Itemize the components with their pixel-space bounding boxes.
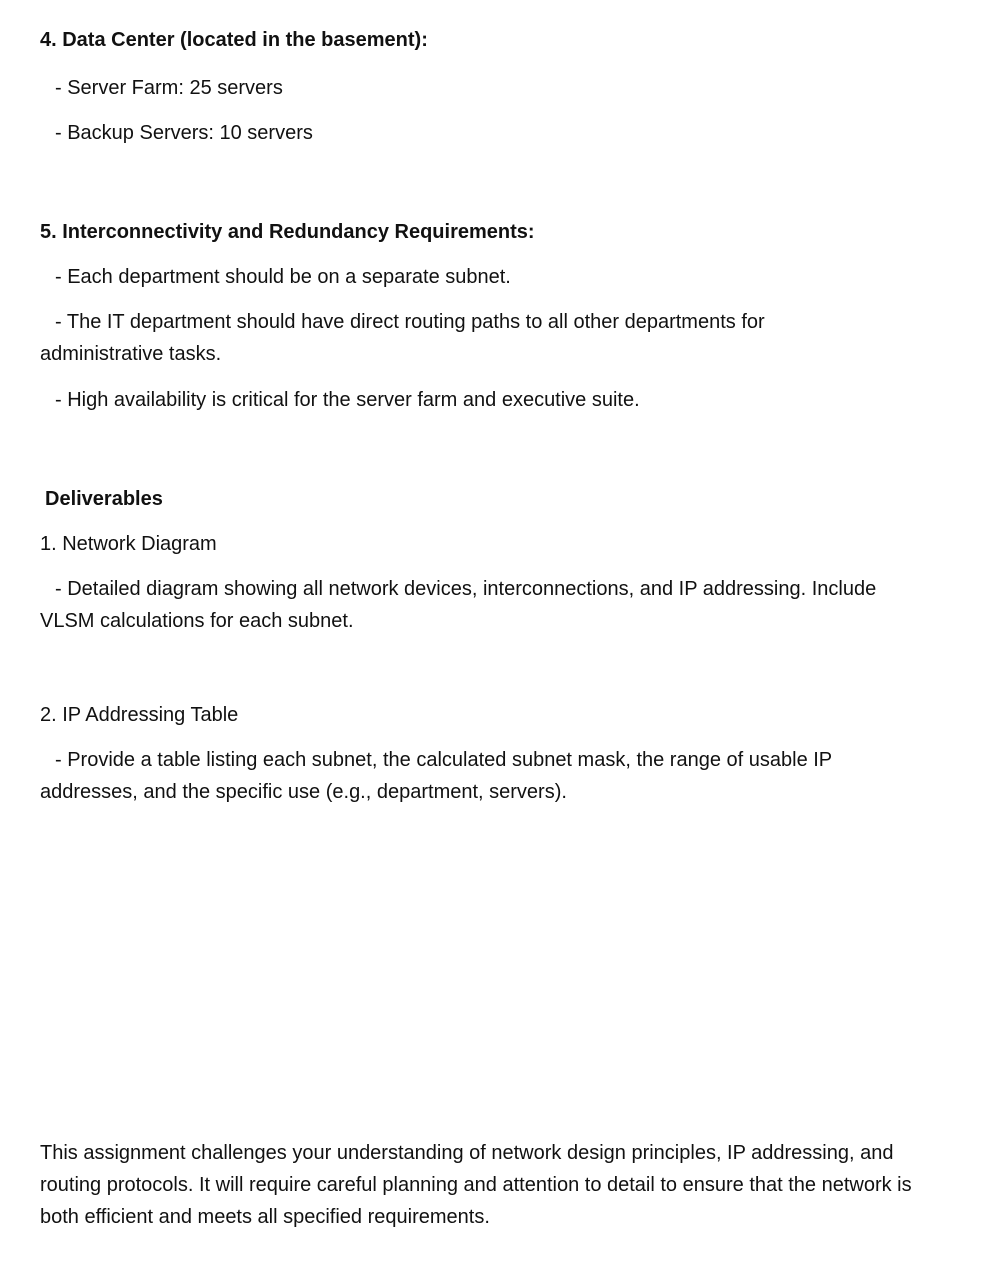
deliverables-heading: Deliverables — [45, 488, 163, 510]
data-center-heading: 4. Data Center (located in the basement): — [40, 29, 428, 51]
ip-table-description: - Provide a table listing each subnet, the calculated subnet mask, the range of usable IP addresses, and the specific use (e.g., department, servers). — [40, 749, 832, 803]
ip-table-title: 2. IP Addressing Table — [40, 704, 239, 726]
network-diagram-title: 1. Network Diagram — [40, 533, 217, 555]
it-routing-item: - The IT department should have direct routing paths to all other departments for administrative tasks. — [40, 311, 765, 365]
interconnectivity-heading: 5. Interconnectivity and Redundancy Requirements: — [40, 221, 535, 243]
backup-servers-item: - Backup Servers: 10 servers — [55, 122, 313, 144]
network-diagram-description: - Detailed diagram showing all network devices, interconnections, and IP addressing. Include VLSM calculations for each subnet. — [40, 578, 877, 632]
server-farm-item: - Server Farm: 25 servers — [55, 77, 283, 99]
closing-paragraph: This assignment challenges your understanding of network design principles, IP addressing, and routing protocols. It will require careful planning and attention to detail to ensure that the network is both efficient and meets all specified requirements. — [40, 1142, 912, 1228]
high-availability-item: - High availability is critical for the server farm and executive suite. — [55, 389, 640, 411]
separate-subnet-item: - Each department should be on a separate subnet. — [55, 266, 511, 288]
